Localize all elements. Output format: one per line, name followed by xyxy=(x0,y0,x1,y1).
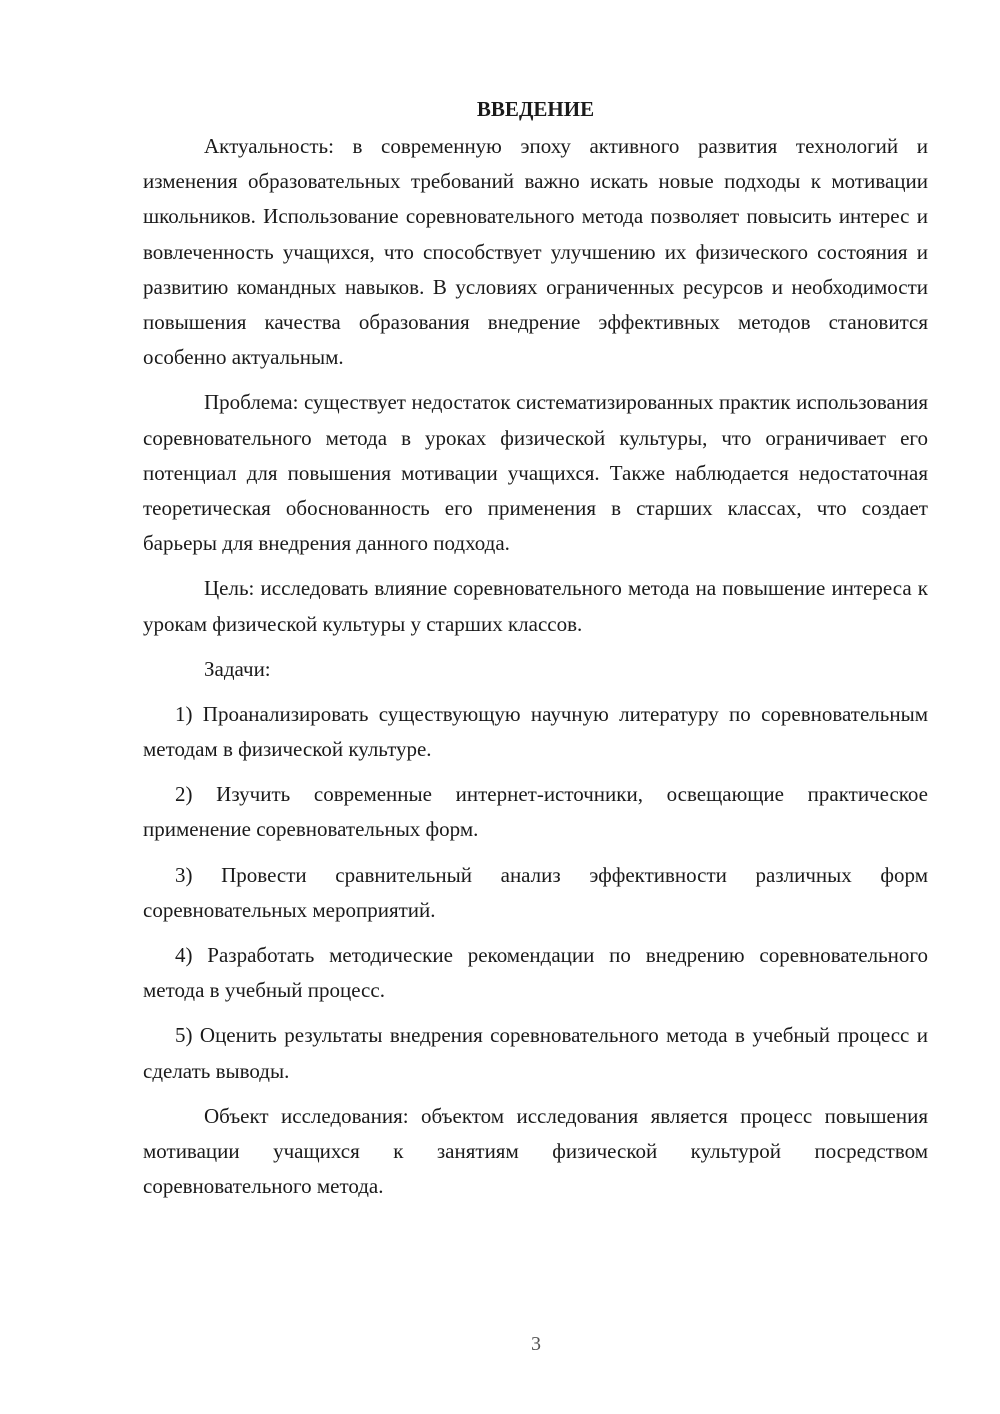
task-item: 2) Изучить современные интернет-источники, освещающие практическое применение соревновательных форм. xyxy=(143,782,928,842)
relevance-paragraph: Актуальность: в современную эпоху активного развития технологий и изменения образовательных требований важно искать новые подходы к мотивации школьников. Использование соревновательного метода позволяет повысить интерес и вовлеченность учащихся, что способствует улучшению их физического состояния и развитию командных навыков. В условиях ограниченных ресурсов и необходимости повышения качества образования внедрение эффективных методов становится особенно актуальным. xyxy=(143,134,928,370)
tasks-label: Задачи: xyxy=(204,656,271,681)
task-item: 4) Разработать методические рекомендации по внедрению соревновательного метода в учебный процесс. xyxy=(143,943,928,1003)
object-paragraph: Объект исследования: объектом исследования является процесс повышения мотивации учащихся к занятиям физической культурой посредством соревновательного метода. xyxy=(143,1103,928,1199)
task-item: 1) Проанализировать существующую научную литературу по соревновательным методам в физической культуре. xyxy=(143,701,928,762)
goal-paragraph: Цель: исследовать влияние соревновательного метода на повышение интереса к урокам физической культуры у старших классов. xyxy=(143,576,928,636)
task-item: 3) Провести сравнительный анализ эффективности различных форм соревновательных мероприятий. xyxy=(143,862,928,922)
task-item: 5) Оценить результаты внедрения соревновательного метода в учебный процесс и сделать выводы. xyxy=(143,1023,928,1083)
section-heading: ВВЕДЕНИЕ xyxy=(476,97,595,121)
document-page xyxy=(143,92,928,1204)
problem-paragraph: Проблема: существует недостаток систематизированных практик использования соревновательного метода в уроках физической культуры, что ограничивает его потенциал для повышения мотивации учащихся. Также наблюдается недостаточная теоретическая обоснованность его применения в старших классах, что создает барьеры для внедрения данного подхода. xyxy=(143,390,928,556)
page-number: 3 xyxy=(531,1333,541,1355)
